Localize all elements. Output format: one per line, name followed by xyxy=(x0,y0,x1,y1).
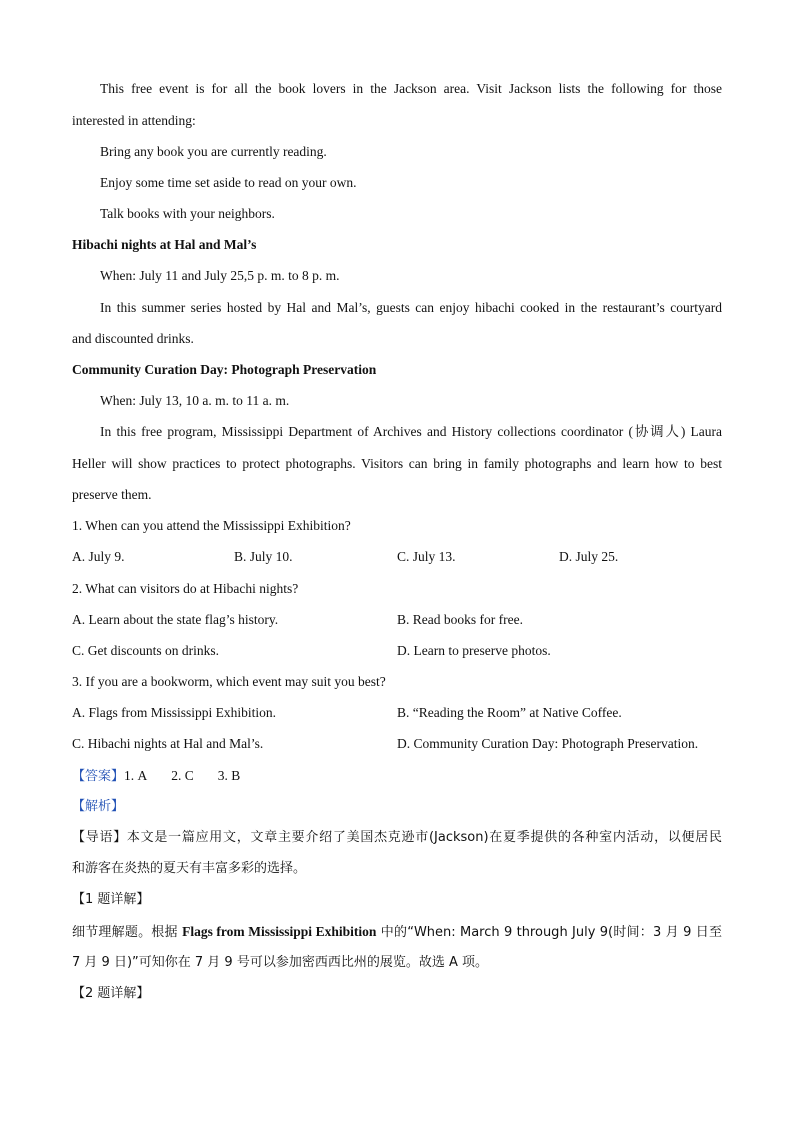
intro-bullet-3: Talk books with your neighbors. xyxy=(100,206,275,221)
q1-detail-line-2: 7 月 9 日)”可知你在 7 月 9 号可以参加密西西比州的展览。故选 A 项。 xyxy=(72,955,488,970)
intro-paragraph-line-2: interested in attending: xyxy=(72,113,196,128)
answers-line xyxy=(72,767,722,786)
question-3-option-b: B. “Reading the Room” at Native Coffee. xyxy=(397,705,622,720)
question-1-option-d: D. July 25. xyxy=(559,549,619,564)
curation-when: When: July 13, 10 a. m. to 11 a. m. xyxy=(100,393,290,408)
question-2-option-b: B. Read books for free. xyxy=(397,612,523,627)
question-1-option-a: A. July 9. xyxy=(72,549,125,564)
intro-bullet-2: Enjoy some time set aside to read on your own. xyxy=(100,175,357,190)
question-3-option-d: D. Community Curation Day: Photograph Preservation. xyxy=(397,736,699,751)
q1-detail-pre: 细节理解题。根据 xyxy=(72,925,183,940)
guide-line-2: 和游客在炎热的夏天有丰富多彩的选择。 xyxy=(72,861,307,876)
question-1-stem: 1. When can you attend the Mississippi Exhibition? xyxy=(72,518,351,533)
hibachi-heading: Hibachi nights at Hal and Mal’s xyxy=(72,237,257,252)
answer-2: 2. C xyxy=(171,768,194,783)
q1-detail-post: 中的“When: March 9 through July 9(时间：3 月 9 日至 xyxy=(376,925,722,940)
answer-1: 1. A xyxy=(124,768,148,783)
q1-detail-tag: 【1 题详解】 xyxy=(72,892,150,907)
curation-desc-line-3: preserve them. xyxy=(72,487,152,502)
q1-detail-line-1 xyxy=(72,923,722,942)
question-3-option-a: A. Flags from Mississippi Exhibition. xyxy=(72,705,277,720)
question-3-stem: 3. If you are a bookworm, which event may suit you best? xyxy=(72,674,386,689)
curation-desc-line-1: In this free program, Mississippi Department of Archives and History collections coordinator (协调人) Laura xyxy=(100,424,722,439)
answer-3: 3. B xyxy=(217,768,241,783)
analysis-tag: 【解析】 xyxy=(72,799,125,814)
intro-bullet-1: Bring any book you are currently reading. xyxy=(100,144,327,159)
question-1-option-c: C. July 13. xyxy=(397,549,456,564)
guide-line-1: 【导语】本文是一篇应用文，文章主要介绍了美国杰克逊市(Jackson)在夏季提供的各种室内活动，以便居民 xyxy=(72,830,722,845)
answers-tag: 【答案】 xyxy=(72,769,125,784)
question-1-option-b: B. July 10. xyxy=(234,549,293,564)
hibachi-when: When: July 11 and July 25,5 p. m. to 8 p. m. xyxy=(100,268,340,283)
q2-detail-tag: 【2 题详解】 xyxy=(72,986,150,1001)
question-2-option-a: A. Learn about the state flag’s history. xyxy=(72,612,279,627)
curation-desc-line-2: Heller will show practices to protect photographs. Visitors can bring in family photographs and learn how to best xyxy=(72,456,722,471)
hibachi-desc-line-2: and discounted drinks. xyxy=(72,331,194,346)
curation-heading: Community Curation Day: Photograph Preservation xyxy=(72,362,377,377)
hibachi-desc-line-1: In this summer series hosted by Hal and Mal’s, guests can enjoy hibachi cooked in the restaurant’s courtyard xyxy=(100,300,722,315)
question-2-option-d: D. Learn to preserve photos. xyxy=(397,643,551,658)
q1-detail-bold: Flags from Mississippi Exhibition xyxy=(182,924,377,939)
intro-paragraph-line-1: This free event is for all the book lovers in the Jackson area. Visit Jackson lists the following for those xyxy=(100,81,722,96)
question-2-stem: 2. What can visitors do at Hibachi nights? xyxy=(72,581,299,596)
question-2-option-c: C. Get discounts on drinks. xyxy=(72,643,219,658)
question-3-option-c: C. Hibachi nights at Hal and Mal’s. xyxy=(72,736,264,751)
